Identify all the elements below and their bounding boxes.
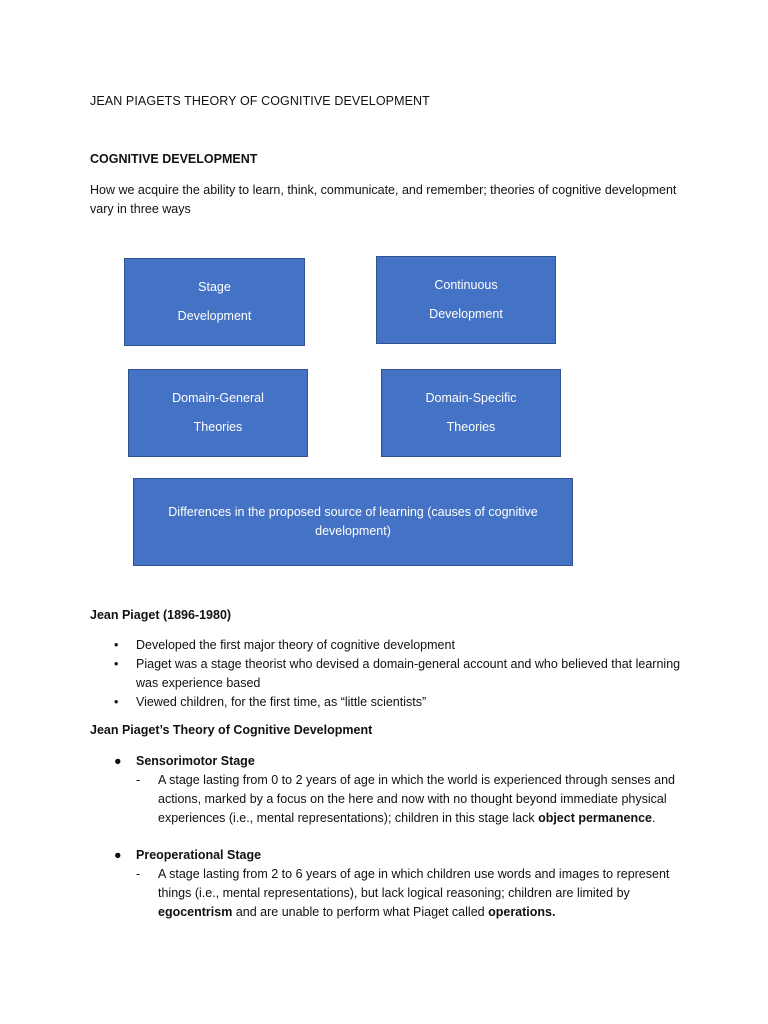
list-item: • Piaget was a stage theorist who devised a domain-general account and who believed that learning was experience based (114, 657, 681, 690)
intro-paragraph: How we acquire the ability to learn, think, communicate, and remember; theories of cognitive development vary in three ways (90, 183, 677, 216)
box-continuous-development (376, 256, 556, 344)
stage-sensorimotor (90, 752, 690, 828)
bullet-icon: • (114, 657, 119, 671)
section-heading-jean-piaget: Jean Piaget (1896-1980) (90, 608, 232, 622)
box-label-line2: Development (177, 309, 252, 323)
document-title: JEAN PIAGETS THEORY OF COGNITIVE DEVELOPMENT (90, 94, 430, 108)
box-label-line1: Stage (198, 280, 231, 294)
term-operations: operations. (488, 905, 556, 919)
box-label-line2: Development (429, 307, 503, 321)
bullet-icon: ● (114, 848, 122, 862)
stage-preoperational (90, 846, 690, 922)
box-stage-development (124, 258, 305, 346)
stage-description: - A stage lasting from 2 to 6 years of age in which children use words and images to represent things (i.e., mental representations), but lack logical reasoning; children are limited by egocentrism and are unable to perform what Piaget called operations. (136, 867, 670, 919)
dash-icon: - (136, 867, 141, 881)
box-label-line2: Theories (446, 420, 496, 434)
stage-heading: ● Sensorimotor Stage (90, 752, 690, 771)
box-label-line1: Domain-Specific (425, 391, 517, 405)
list-item: • Viewed children, for the first time, as “little scientists” (90, 693, 690, 712)
box-differences-source-of-learning (133, 478, 573, 566)
stage-description: - A stage lasting from 0 to 2 years of age in which the world is experienced through senses and actions, marked by a focus on the here and now with no thought beyond immediate physical experiences (i.e., mental representations); children in this stage lack object permanence. (136, 773, 675, 825)
bullet-icon: ● (114, 754, 122, 768)
piaget-bullet-list (90, 636, 690, 712)
term-object-permanence: object permanence (538, 811, 652, 825)
section-heading-piaget-theory: Jean Piaget’s Theory of Cognitive Development (90, 723, 373, 737)
box-label: Differences in the proposed source of learning (causes of cognitive development) (168, 505, 538, 538)
section-heading-cognitive-development: COGNITIVE DEVELOPMENT (90, 152, 258, 166)
bullet-icon: • (114, 638, 119, 652)
bullet-icon: • (114, 695, 119, 709)
stage-heading: ● Preoperational Stage (90, 846, 690, 865)
box-domain-general-theories (128, 369, 308, 457)
box-label-line1: Continuous (434, 278, 498, 292)
dash-icon: - (136, 773, 141, 787)
box-label-line2: Theories (193, 420, 243, 434)
list-item: • Developed the first major theory of cognitive development (90, 636, 690, 655)
box-domain-specific-theories (381, 369, 561, 457)
term-egocentrism: egocentrism (158, 905, 233, 919)
box-label-line1: Domain-General (172, 391, 264, 405)
